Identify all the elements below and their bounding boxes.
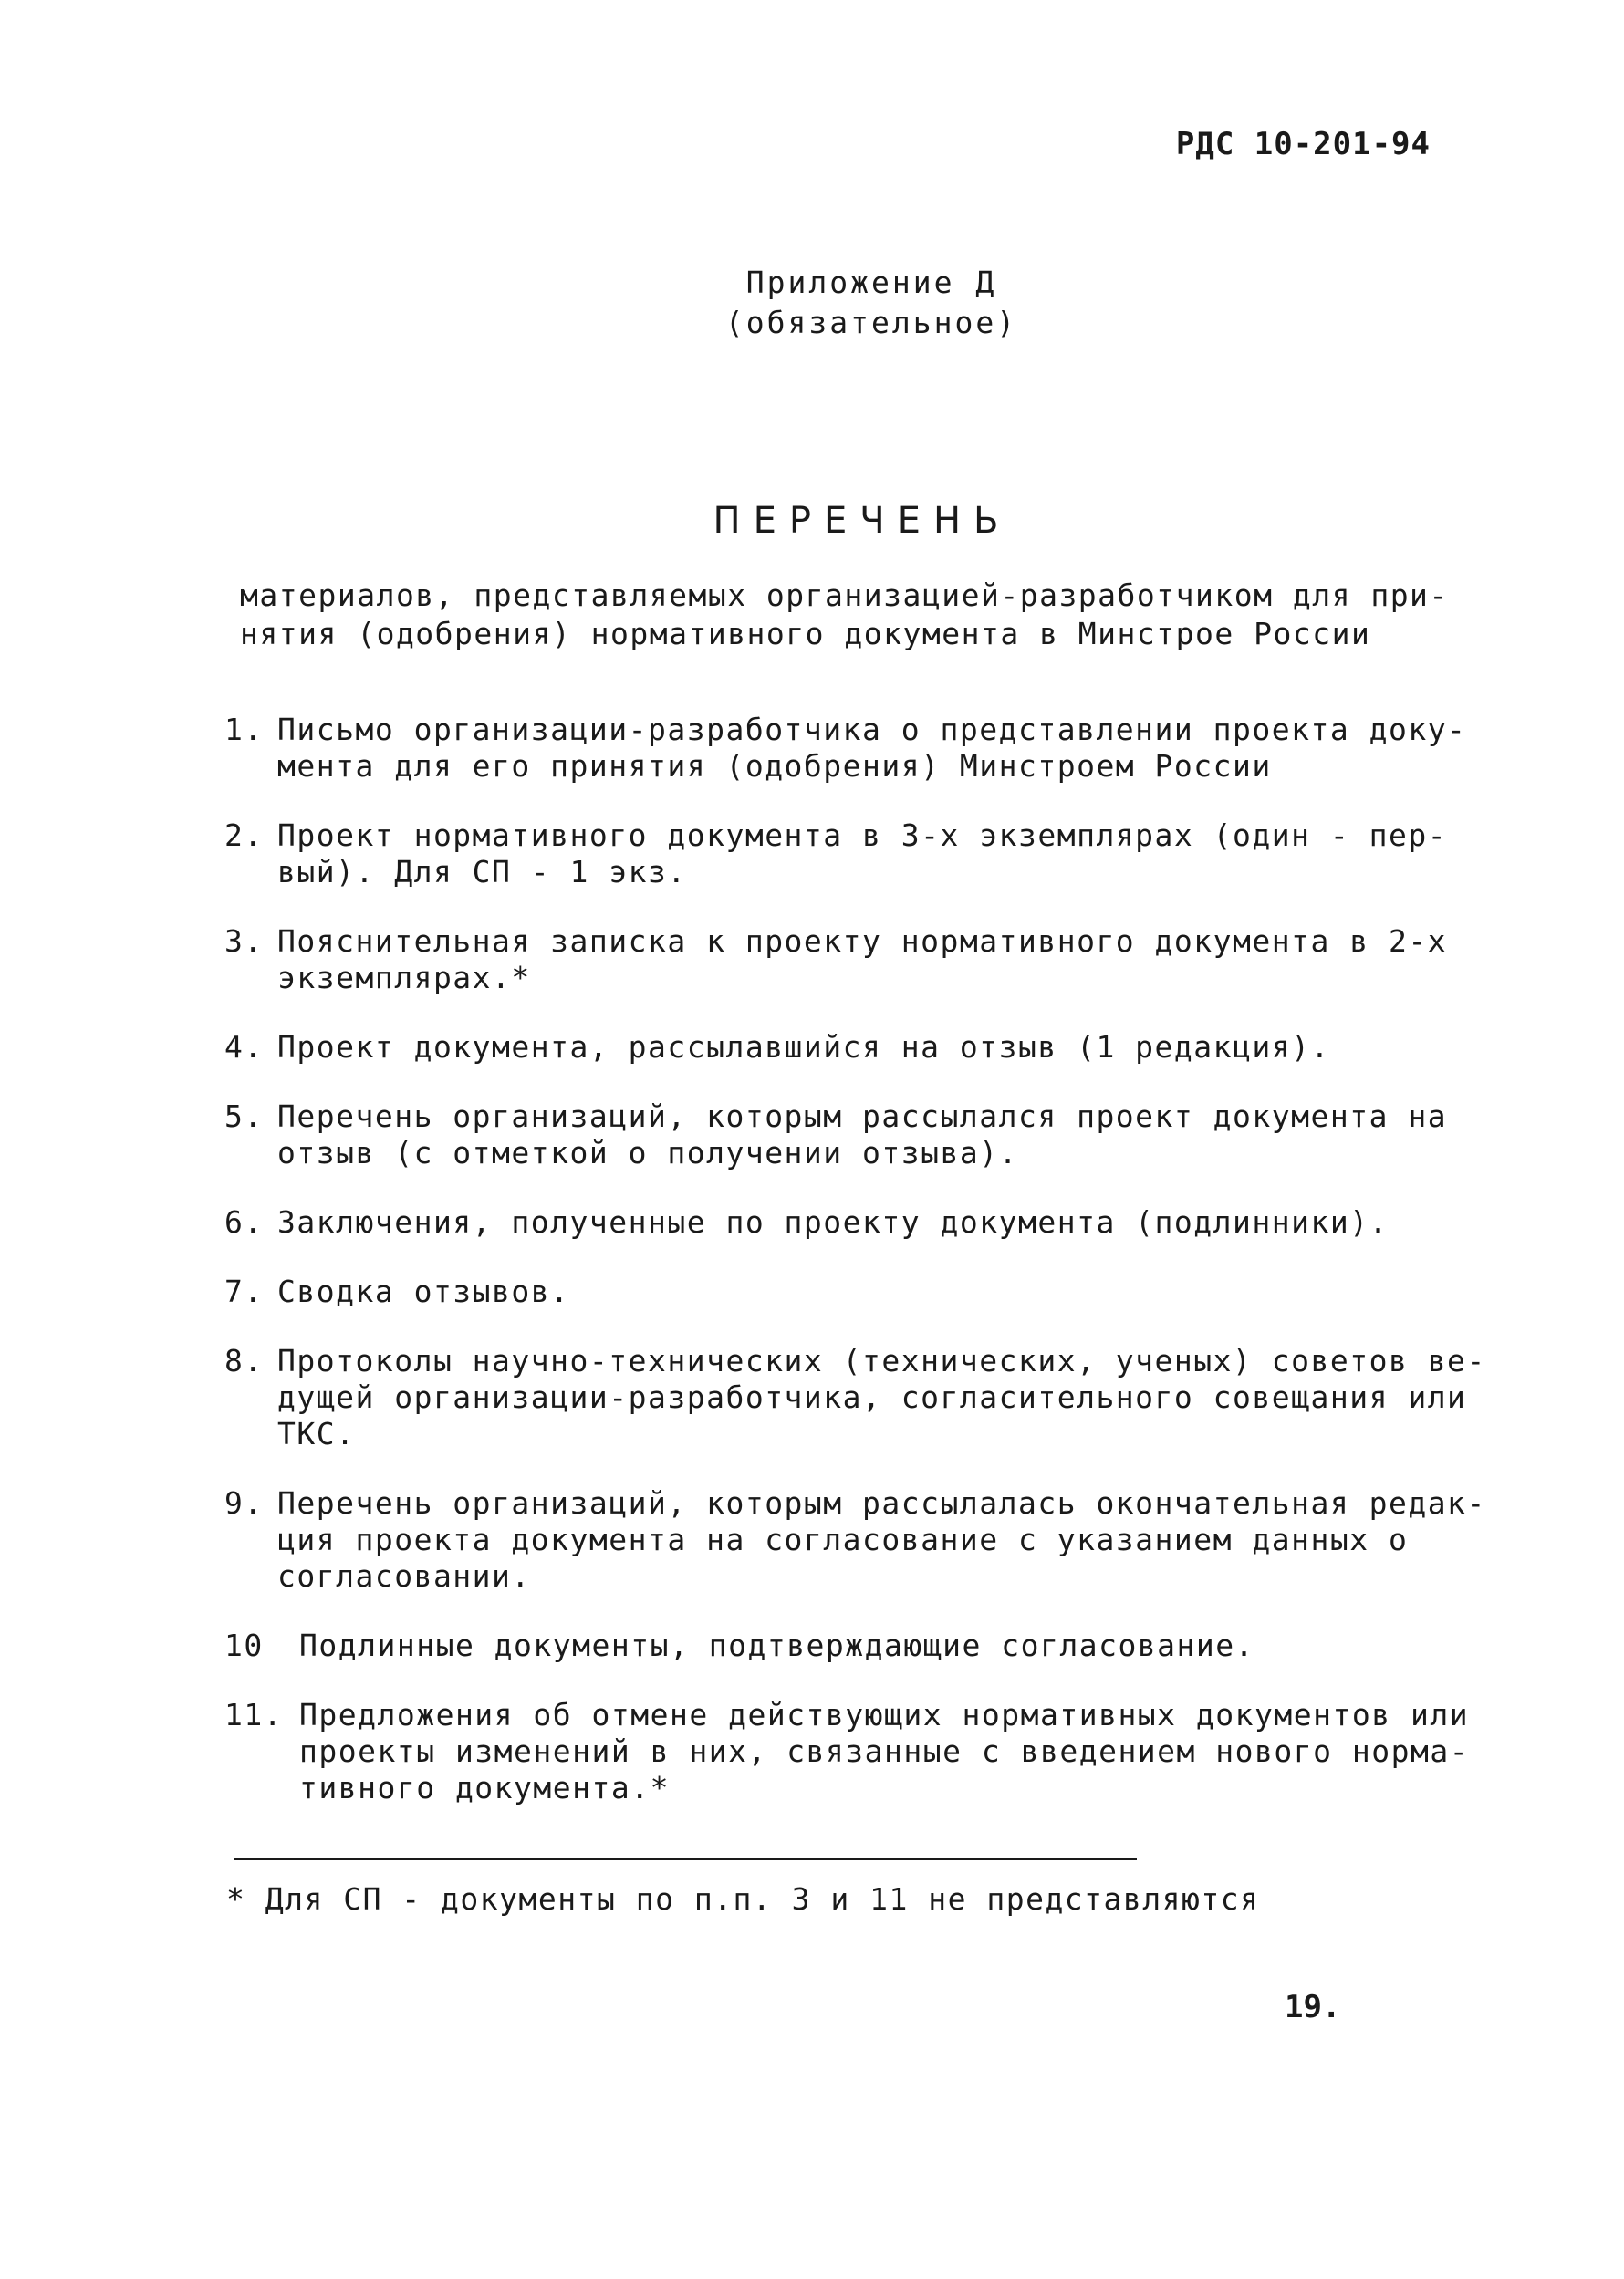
item-line: Протоколы научно-технических (технических, ученых) советов ве- bbox=[277, 1343, 1486, 1379]
list-item bbox=[224, 1697, 1470, 1806]
item-number: 3. bbox=[224, 923, 264, 959]
item-line: ция проекта документа на согласование с указанием данных о bbox=[277, 1522, 1409, 1557]
footnote-divider bbox=[234, 1858, 1137, 1860]
item-line: дущей организации-разработчика, согласительного совещания или bbox=[277, 1379, 1467, 1415]
item-number: 8. bbox=[224, 1343, 264, 1379]
list-item bbox=[224, 817, 1448, 890]
item-line: Подлинные документы, подтверждающие согласование. bbox=[299, 1628, 1255, 1663]
item-text bbox=[277, 1029, 1330, 1066]
item-number: 7. bbox=[224, 1274, 264, 1309]
item-line: согласовании. bbox=[277, 1558, 531, 1594]
title-subtitle bbox=[240, 577, 1449, 653]
appendix-label: Приложение Д bbox=[745, 265, 997, 300]
list-item bbox=[224, 712, 1467, 785]
list-item bbox=[224, 923, 1448, 996]
list-item bbox=[224, 1098, 1448, 1171]
list-item bbox=[224, 1485, 1486, 1595]
page-title: ПЕРЕЧЕНЬ bbox=[713, 500, 1012, 542]
item-line: Заключения, полученные по проекту документа (подлинники). bbox=[277, 1204, 1389, 1240]
list-item bbox=[224, 1204, 1438, 1241]
item-text bbox=[277, 817, 1447, 890]
item-line: проекты изменений в них, связанные с введением нового норма- bbox=[299, 1733, 1470, 1769]
list-item bbox=[224, 1274, 1438, 1310]
item-text bbox=[299, 1628, 1254, 1664]
page-number: 19. bbox=[1285, 1989, 1341, 2025]
item-line: тивного документа.* bbox=[299, 1770, 670, 1806]
item-text bbox=[277, 1274, 570, 1310]
item-number: 5. bbox=[224, 1098, 264, 1134]
item-line: Предложения об отмене действующих нормативных документов или bbox=[299, 1697, 1470, 1733]
subtitle-line: нятия (одобрения) нормативного документа в Минстрое России bbox=[240, 616, 1371, 651]
item-number: 11. bbox=[224, 1697, 284, 1733]
item-text bbox=[277, 712, 1466, 785]
item-line: отзыв (с отметкой о получении отзыва). bbox=[277, 1135, 1018, 1171]
item-line: Перечень организаций, которым рассылалась окончательная редак- bbox=[277, 1485, 1486, 1521]
item-line: Проект документа, рассылавшийся на отзыв (1 редакция). bbox=[277, 1029, 1330, 1065]
item-line: Перечень организаций, которым рассылался проект документа на bbox=[277, 1098, 1448, 1134]
document-code: РДС 10-201-94 bbox=[1175, 126, 1431, 162]
item-line: Пояснительная записка к проекту нормативного документа в 2-х bbox=[277, 923, 1448, 959]
item-line: ТКС. bbox=[277, 1416, 356, 1452]
item-line: экземплярах.* bbox=[277, 960, 531, 995]
item-number: 1. bbox=[224, 712, 264, 747]
item-line: вый). Для СП - 1 экз. bbox=[277, 854, 687, 890]
item-text bbox=[277, 923, 1447, 996]
item-text bbox=[277, 1204, 1389, 1241]
appendix-heading bbox=[0, 263, 1624, 343]
appendix-status: (обязательное) bbox=[724, 305, 1018, 340]
item-number: 9. bbox=[224, 1485, 264, 1521]
item-line: мента для его принятия (одобрения) Минстроем России bbox=[277, 748, 1272, 784]
item-number: 4. bbox=[224, 1029, 264, 1065]
item-number: 6. bbox=[224, 1204, 264, 1240]
materials-list bbox=[224, 712, 1486, 1839]
item-text bbox=[277, 1485, 1486, 1595]
item-line: Письмо организации-разработчика о представлении проекта доку- bbox=[277, 712, 1467, 747]
item-text bbox=[277, 1098, 1447, 1171]
item-text bbox=[299, 1697, 1469, 1806]
list-item bbox=[224, 1628, 1438, 1664]
list-item bbox=[224, 1343, 1486, 1452]
subtitle-line: материалов, представляемых организацией-разработчиком для при- bbox=[240, 578, 1449, 613]
item-text bbox=[277, 1343, 1486, 1452]
item-line: Сводка отзывов. bbox=[277, 1274, 570, 1309]
item-number: 2. bbox=[224, 817, 264, 853]
footnote: * Для СП - документы по п.п. 3 и 11 не представляются bbox=[226, 1881, 1260, 1917]
list-item bbox=[224, 1029, 1438, 1066]
item-number: 10 bbox=[224, 1628, 264, 1663]
item-line: Проект нормативного документа в 3-х экземплярах (один - пер- bbox=[277, 817, 1448, 853]
